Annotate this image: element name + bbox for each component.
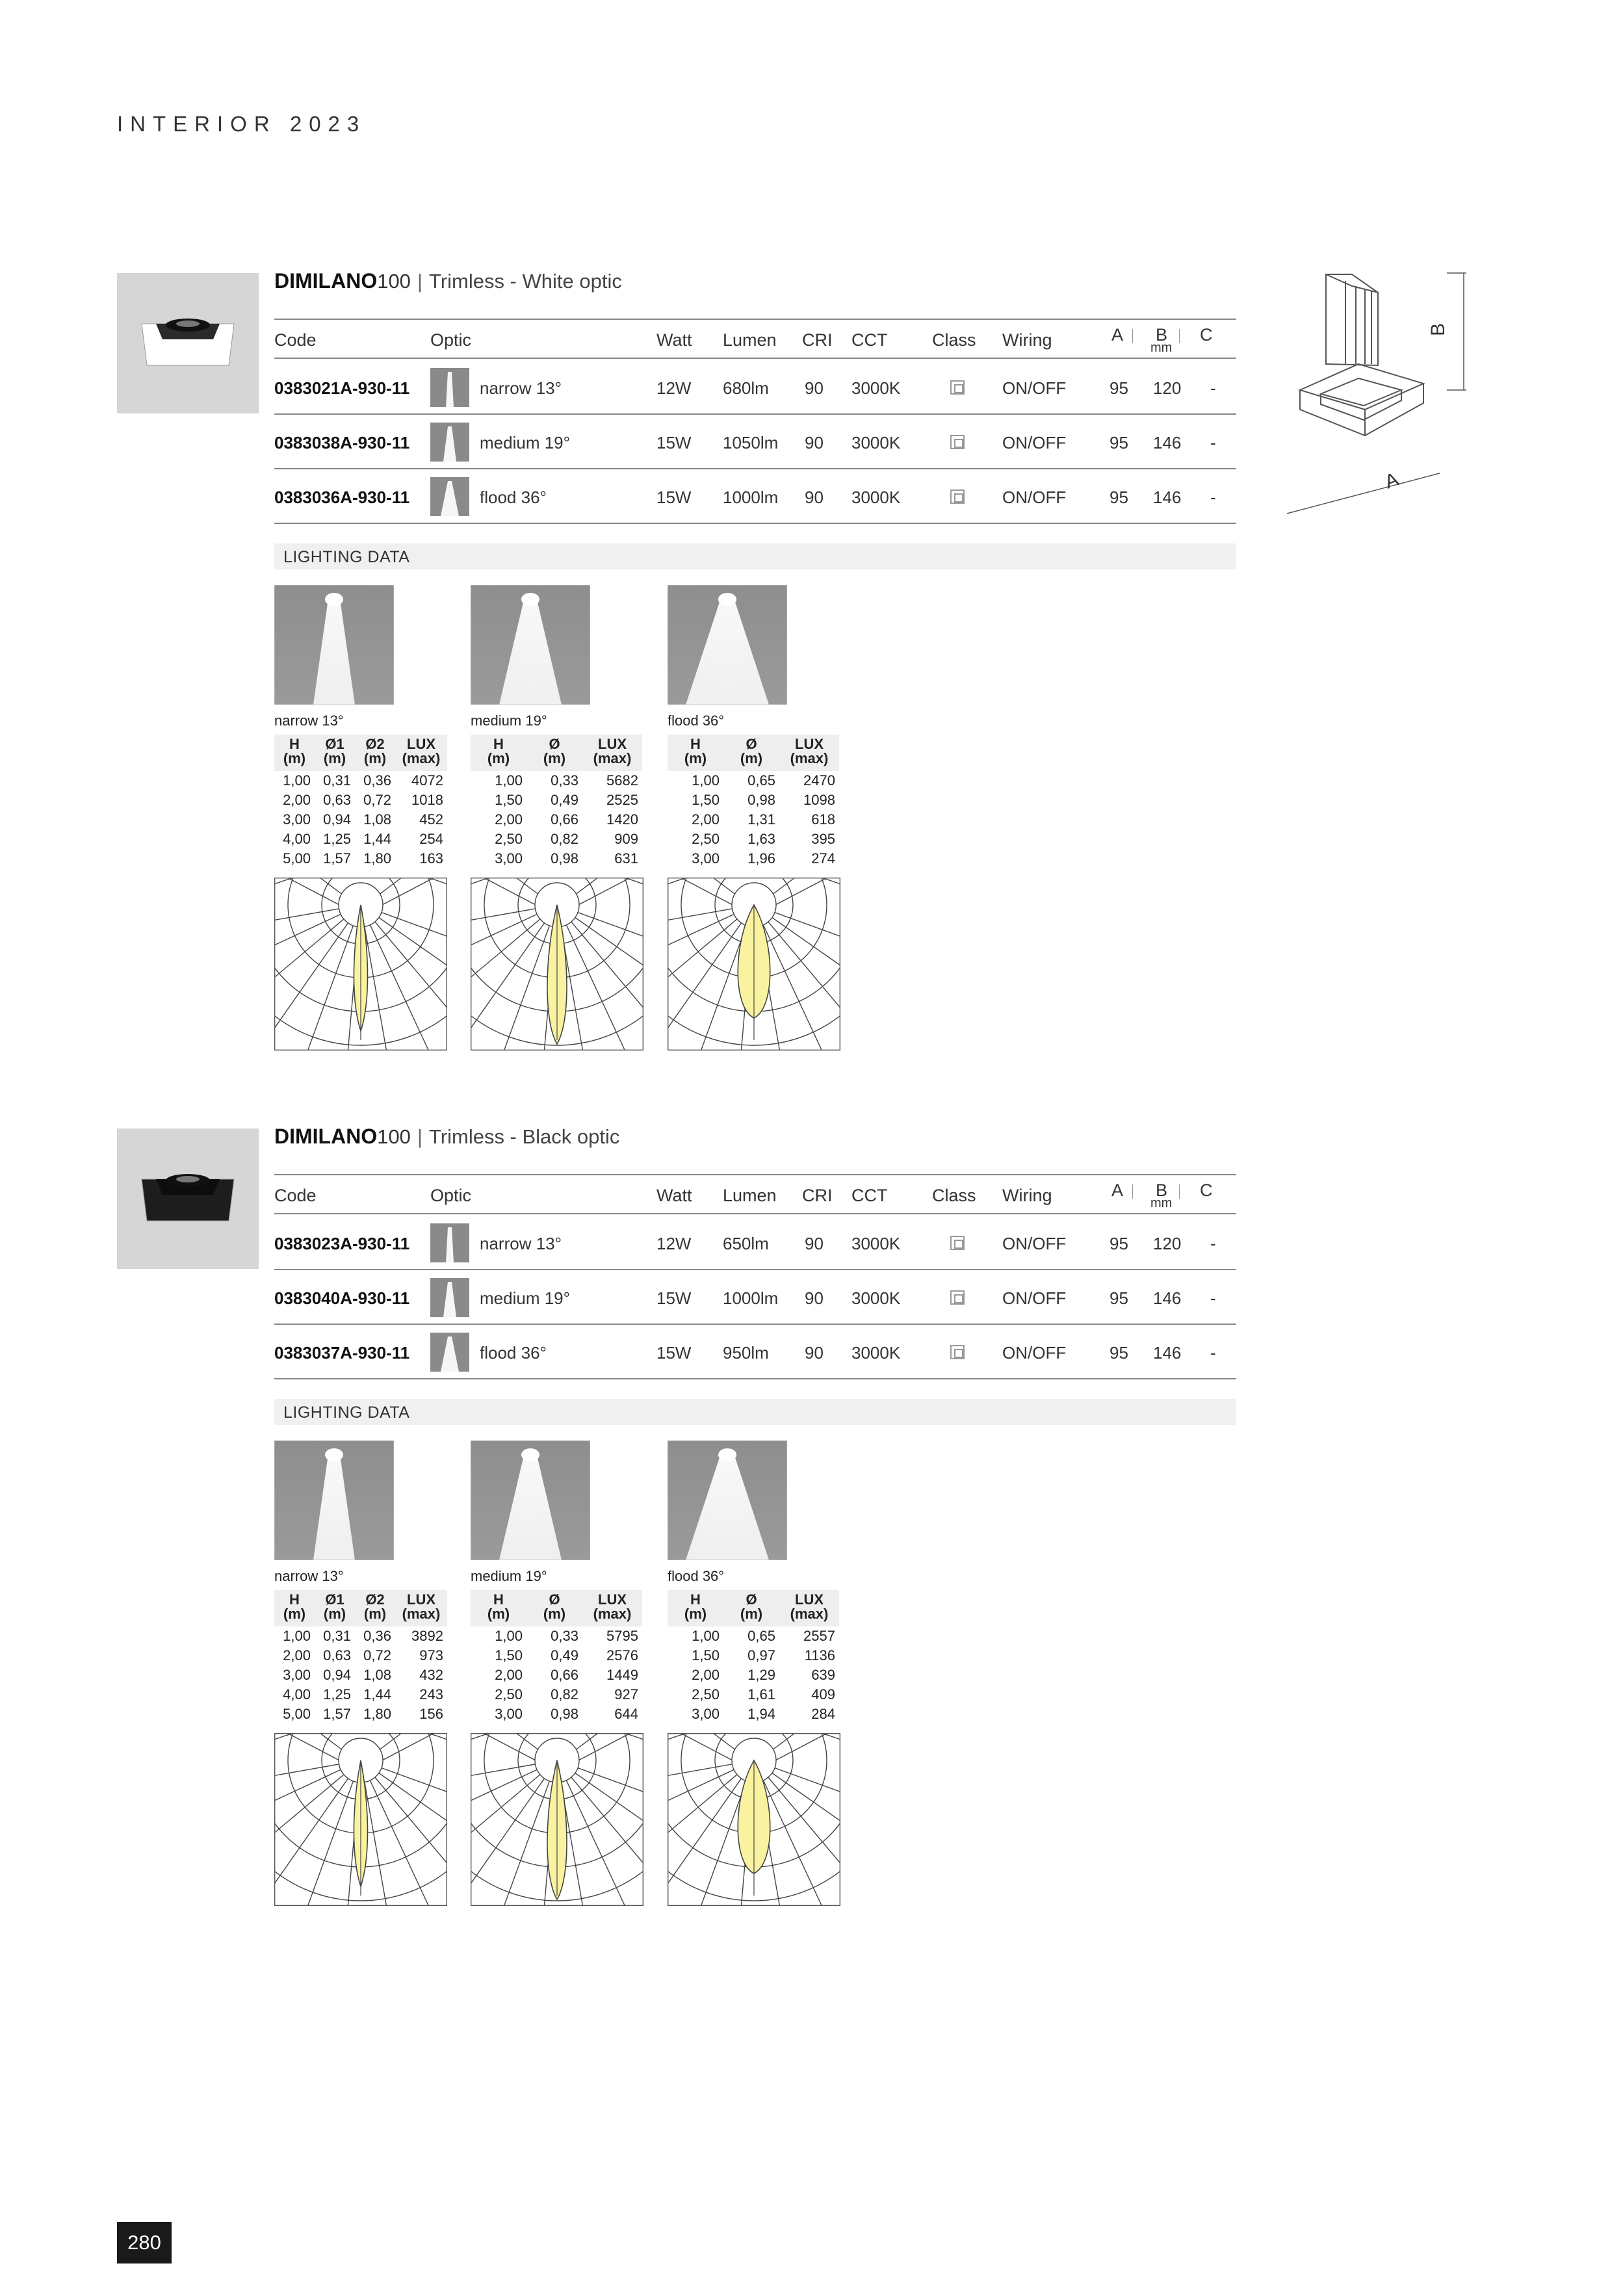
beam-photo (274, 585, 394, 705)
product-code: 0383023A-930-11 (274, 1234, 410, 1253)
lighting-data-title: LIGHTING DATA (283, 548, 410, 566)
dim-c-value: - (1210, 433, 1216, 452)
lighting-table-header: H (m) (684, 736, 707, 766)
header-cct: CCT (851, 1186, 888, 1205)
lighting-table-cell: 3,00 (283, 1667, 311, 1683)
lighting-table-cell: 0,94 (323, 1667, 351, 1683)
cri-value: 90 (805, 1343, 824, 1363)
lighting-table-cell: 432 (419, 1667, 443, 1683)
optic-label: narrow 13° (480, 378, 562, 398)
cct-value: 3000K (851, 1343, 901, 1363)
dim-b-value: 120 (1153, 1234, 1182, 1253)
beam-image (668, 1441, 787, 1560)
product-code: 0383040A-930-11 (274, 1288, 410, 1308)
product-table-header (274, 320, 1236, 359)
dim-b-value: 146 (1153, 1343, 1182, 1363)
lighting-table-cell: 2,00 (495, 811, 523, 828)
lighting-table (668, 735, 839, 865)
lighting-table-cell: 1,08 (363, 811, 391, 828)
optic-beam-icon (430, 368, 469, 407)
lighting-table-cell: 909 (614, 831, 638, 847)
beam-photo (471, 585, 590, 705)
lumen-value: 950lm (723, 1343, 769, 1363)
lumen-value: 650lm (723, 1234, 769, 1253)
lighting-table-cell: 2576 (606, 1647, 638, 1663)
lighting-table-header: LUX (max) (790, 736, 829, 766)
lighting-table-cell: 5682 (606, 772, 638, 789)
beam-photo (274, 1441, 394, 1560)
lighting-table-cell: 1,50 (692, 1647, 720, 1663)
dim-c-value: - (1210, 1234, 1216, 1253)
lighting-table-header: Ø (m) (543, 736, 566, 766)
optic-icon (430, 477, 469, 516)
lighting-table (471, 735, 642, 865)
optic-label: medium 19° (480, 433, 571, 452)
header-b: B (1156, 1181, 1168, 1200)
header-lumen: Lumen (723, 1186, 777, 1205)
lighting-table-cell: 5,00 (283, 1706, 311, 1722)
class-ii-icon (950, 1290, 965, 1305)
header-c: C (1200, 1181, 1213, 1200)
product-photo (117, 273, 259, 413)
lighting-table-cell: 395 (811, 831, 835, 847)
class-ii-icon (950, 1236, 965, 1250)
lighting-table-cell: 2,50 (692, 1686, 720, 1702)
product-code: 0383037A-930-11 (274, 1343, 410, 1363)
lighting-table-cell: 1,44 (363, 1686, 391, 1702)
lighting-table-cell: 0,66 (551, 1667, 578, 1683)
lighting-table-cell: 0,31 (323, 772, 351, 789)
optic-beam-icon (430, 1333, 469, 1372)
product-subtitle: Trimless - Black optic (429, 1125, 620, 1148)
optic-beam-icon (430, 1278, 469, 1317)
header-a: A (1111, 325, 1124, 345)
lighting-table-cell: 644 (614, 1706, 638, 1722)
lighting-table-cell: 1,50 (495, 792, 523, 808)
lighting-table-cell: 0,66 (551, 811, 578, 828)
watt-value: 12W (656, 1234, 692, 1253)
brand-size: 100 (377, 270, 411, 293)
cri-value: 90 (805, 433, 824, 452)
cri-value: 90 (805, 488, 824, 507)
lighting-data-bar (274, 1399, 1236, 1425)
lighting-table-cell: 0,65 (747, 772, 775, 789)
optic-beam-icon (430, 423, 469, 462)
lighting-table-cell: 0,98 (551, 1706, 578, 1722)
lighting-table-cell: 1,94 (747, 1706, 775, 1722)
lighting-table-cell: 1,31 (747, 811, 775, 828)
lighting-table-cell: 4,00 (283, 831, 311, 847)
watt-value: 15W (656, 433, 692, 452)
lighting-table-cell: 156 (419, 1706, 443, 1722)
lighting-table-header: H (m) (283, 736, 306, 766)
lighting-table-cell: 1,57 (323, 850, 351, 867)
header-cct: CCT (851, 330, 888, 350)
header-cri: CRI (802, 330, 833, 350)
header-c: C (1200, 325, 1213, 345)
lighting-table-cell: 2,00 (283, 1647, 311, 1663)
wiring-value: ON/OFF (1002, 433, 1067, 452)
lighting-table-cell: 1098 (803, 792, 835, 808)
lighting-table-header: Ø (m) (543, 1591, 566, 1622)
lighting-table-cell: 243 (419, 1686, 443, 1702)
product-row (274, 1270, 1236, 1325)
lighting-table-cell: 1,25 (323, 1686, 351, 1702)
lighting-table-cell: 0,31 (323, 1628, 351, 1644)
beam-image (471, 585, 590, 705)
product-row (274, 1325, 1236, 1379)
lighting-table-cell: 1,61 (747, 1686, 775, 1702)
polar-diagram (668, 1733, 840, 1906)
product-title (274, 269, 622, 293)
lighting-table-cell: 1,50 (692, 792, 720, 808)
lumen-value: 1000lm (723, 1288, 779, 1308)
optic-icon (430, 1223, 469, 1262)
header-optic: Optic (430, 1186, 472, 1205)
header-a: A (1111, 1181, 1124, 1200)
dim-a-value: 95 (1110, 378, 1128, 398)
lighting-table-cell: 0,63 (323, 792, 351, 808)
header-cri: CRI (802, 1186, 833, 1205)
lighting-table-cell: 3,00 (495, 1706, 523, 1722)
lighting-table-header: Ø2 (m) (363, 1591, 387, 1622)
watt-value: 15W (656, 1288, 692, 1308)
brand-name: DIMILANO (274, 1125, 378, 1148)
product-code: 0383021A-930-11 (274, 378, 410, 398)
lumen-value: 1050lm (723, 433, 779, 452)
lighting-table-cell: 1449 (606, 1667, 638, 1683)
lighting-table-cell: 3,00 (495, 850, 523, 867)
lighting-table-cell: 1,44 (363, 831, 391, 847)
lighting-table-header: H (m) (487, 736, 510, 766)
lighting-table-cell: 2525 (606, 792, 638, 808)
catalog-header: INTERIOR 2023 (117, 112, 367, 136)
header-code: Code (274, 330, 317, 350)
lighting-data-bar (274, 543, 1236, 569)
lighting-table (274, 1590, 447, 1720)
header-b: B (1156, 325, 1168, 345)
dim-c-value: - (1210, 1288, 1216, 1308)
beam-label: flood 36° (668, 712, 725, 729)
dim-c-value: - (1210, 488, 1216, 507)
lighting-table-cell: 452 (419, 811, 443, 828)
wiring-value: ON/OFF (1002, 378, 1067, 398)
lighting-table-cell: 1,00 (692, 1628, 720, 1644)
lighting-table-cell: 2,00 (692, 811, 720, 828)
product-row (274, 415, 1236, 469)
lighting-table-cell: 1420 (606, 811, 638, 828)
lighting-table-cell: 4072 (411, 772, 443, 789)
lighting-table-cell: 1,96 (747, 850, 775, 867)
header-class: Class (932, 1186, 976, 1205)
lighting-table-cell: 254 (419, 831, 443, 847)
lighting-table-cell: 618 (811, 811, 835, 828)
cri-value: 90 (805, 378, 824, 398)
beam-image (668, 585, 787, 705)
watt-value: 15W (656, 1343, 692, 1363)
class-ii-icon (950, 1345, 965, 1359)
lighting-table-header: Ø (m) (740, 736, 763, 766)
beam-photo (668, 585, 787, 705)
lighting-table-cell: 1018 (411, 792, 443, 808)
polar-diagram (274, 1733, 447, 1906)
lighting-table-cell: 2470 (803, 772, 835, 789)
product-photo-icon (117, 273, 259, 413)
brand-size: 100 (377, 1125, 411, 1148)
optic-label: medium 19° (480, 1288, 571, 1308)
cct-value: 3000K (851, 488, 901, 507)
lighting-table-header: LUX (max) (593, 1591, 632, 1622)
optic-icon (430, 423, 469, 462)
product-section-black (0, 855, 1623, 1722)
lighting-table-header: LUX (max) (402, 736, 441, 766)
lighting-table-cell: 3,00 (283, 811, 311, 828)
lighting-table-cell: 3892 (411, 1628, 443, 1644)
lighting-table-cell: 0,49 (551, 792, 578, 808)
lighting-table-cell: 1,25 (323, 831, 351, 847)
lighting-table-header: LUX (max) (402, 1591, 441, 1622)
lighting-table-header: Ø2 (m) (363, 736, 387, 766)
lighting-table-cell: 2,00 (495, 1667, 523, 1683)
lighting-table-cell: 0,65 (747, 1628, 775, 1644)
header-lumen: Lumen (723, 330, 777, 350)
lighting-table-header: H (m) (684, 1591, 707, 1622)
lighting-table-cell: 631 (614, 850, 638, 867)
watt-value: 15W (656, 488, 692, 507)
lighting-table-cell: 0,63 (323, 1647, 351, 1663)
polar-curve (668, 1733, 840, 1906)
header-unit: mm (1150, 341, 1173, 355)
lighting-table-cell: 1,08 (363, 1667, 391, 1683)
header-wiring: Wiring (1002, 330, 1052, 350)
brand-name: DIMILANO (274, 269, 378, 293)
lighting-table-cell: 1,29 (747, 1667, 775, 1683)
lighting-table-cell: 163 (419, 850, 443, 867)
polar-curve (471, 1733, 643, 1906)
dim-b-value: 120 (1153, 378, 1182, 398)
lighting-table-cell: 639 (811, 1667, 835, 1683)
wiring-value: ON/OFF (1002, 1288, 1067, 1308)
lighting-table-header: Ø (m) (740, 1591, 763, 1622)
product-code: 0383038A-930-11 (274, 433, 410, 452)
lighting-table-cell: 2,50 (495, 831, 523, 847)
polar-curve (274, 1733, 447, 1906)
product-row (274, 1216, 1236, 1270)
class-ii-icon (950, 380, 965, 395)
lighting-table-header: H (m) (487, 1591, 510, 1622)
lighting-table-header: LUX (max) (593, 736, 632, 766)
lighting-table-cell: 3,00 (692, 850, 720, 867)
dim-b-value: 146 (1153, 488, 1182, 507)
beam-image (471, 1441, 590, 1560)
dim-b-value: 146 (1153, 433, 1182, 452)
lighting-table-cell: 0,72 (363, 1647, 391, 1663)
lighting-table-cell: 0,49 (551, 1647, 578, 1663)
optic-label: flood 36° (480, 1343, 547, 1363)
lighting-table-cell: 1,50 (495, 1647, 523, 1663)
cct-value: 3000K (851, 378, 901, 398)
dim-a-value: 95 (1110, 488, 1128, 507)
wiring-value: ON/OFF (1002, 1234, 1067, 1253)
lighting-table-cell: 3,00 (692, 1706, 720, 1722)
beam-image (274, 1441, 394, 1560)
beam-label: narrow 13° (274, 1568, 344, 1584)
optic-icon (430, 1278, 469, 1317)
product-code: 0383036A-930-11 (274, 488, 410, 507)
optic-label: narrow 13° (480, 1234, 562, 1253)
lighting-table-cell: 973 (419, 1647, 443, 1663)
header-optic: Optic (430, 330, 472, 350)
header-code: Code (274, 1186, 317, 1205)
lighting-table-cell: 0,98 (551, 850, 578, 867)
product-row (274, 469, 1236, 524)
dim-c-value: - (1210, 1343, 1216, 1363)
lighting-table-cell: 0,36 (363, 772, 391, 789)
beam-label: medium 19° (471, 1568, 547, 1584)
lighting-table-cell: 1,80 (363, 850, 391, 867)
header-watt: Watt (656, 330, 692, 350)
class-ii-icon (950, 435, 965, 449)
lighting-table-header: LUX (max) (790, 1591, 829, 1622)
lighting-table-cell: 284 (811, 1706, 835, 1722)
class-ii-icon (950, 489, 965, 504)
lighting-table-cell: 1,00 (692, 772, 720, 789)
title-separator: | (417, 270, 422, 293)
lighting-table-cell: 274 (811, 850, 835, 867)
lighting-table-cell: 0,82 (551, 831, 578, 847)
lighting-table-cell: 2,50 (495, 1686, 523, 1702)
product-section-white (0, 0, 1623, 867)
cct-value: 3000K (851, 1288, 901, 1308)
product-photo (117, 1128, 259, 1269)
dim-a-value: 95 (1110, 1343, 1128, 1363)
lighting-table (668, 1590, 839, 1720)
header-watt: Watt (656, 1186, 692, 1205)
beam-label: narrow 13° (274, 712, 344, 729)
wiring-value: ON/OFF (1002, 1343, 1067, 1363)
optic-beam-icon (430, 1223, 469, 1262)
wiring-value: ON/OFF (1002, 488, 1067, 507)
lighting-table-cell: 4,00 (283, 1686, 311, 1702)
cri-value: 90 (805, 1234, 824, 1253)
lighting-table-cell: 1,00 (283, 772, 311, 789)
lighting-table (274, 735, 447, 865)
header-wiring: Wiring (1002, 1186, 1052, 1205)
lighting-table-cell: 409 (811, 1686, 835, 1702)
lighting-table-header: Ø1 (m) (323, 736, 346, 766)
lighting-table (471, 1590, 642, 1720)
header-class: Class (932, 330, 976, 350)
lighting-table-cell: 2,00 (283, 792, 311, 808)
dimension-a-label: A (1382, 468, 1402, 493)
lighting-table-cell: 1,00 (495, 772, 523, 789)
beam-label: medium 19° (471, 712, 547, 729)
beam-photo (471, 1441, 590, 1560)
header-unit: mm (1150, 1196, 1173, 1210)
dim-b-value: 146 (1153, 1288, 1182, 1308)
dim-a-value: 95 (1110, 1234, 1128, 1253)
title-separator: | (417, 1125, 422, 1148)
lighting-table-cell: 0,82 (551, 1686, 578, 1702)
dim-a-value: 95 (1110, 433, 1128, 452)
dim-c-value: - (1210, 378, 1216, 398)
lighting-table-header: H (m) (283, 1591, 306, 1622)
cri-value: 90 (805, 1288, 824, 1308)
lighting-table-cell: 2,50 (692, 831, 720, 847)
beam-image (274, 585, 394, 705)
product-subtitle: Trimless - White optic (429, 270, 622, 293)
lighting-table-cell: 1,80 (363, 1706, 391, 1722)
beam-label: flood 36° (668, 1568, 725, 1584)
lighting-table-header: Ø1 (m) (323, 1591, 346, 1622)
lighting-table-cell: 5,00 (283, 850, 311, 867)
lighting-table-cell: 0,98 (747, 792, 775, 808)
product-row (274, 360, 1236, 415)
optic-label: flood 36° (480, 488, 547, 507)
cct-value: 3000K (851, 433, 901, 452)
product-photo-icon (117, 1128, 259, 1269)
dim-a-value: 95 (1110, 1288, 1128, 1308)
lumen-value: 1000lm (723, 488, 779, 507)
lighting-table-cell: 5795 (606, 1628, 638, 1644)
lighting-table-cell: 1,00 (283, 1628, 311, 1644)
product-table-header (274, 1175, 1236, 1214)
cct-value: 3000K (851, 1234, 901, 1253)
dimension-b-label: B (1427, 322, 1449, 336)
lighting-table-cell: 0,33 (551, 772, 578, 789)
product-title (274, 1125, 619, 1149)
optic-icon (430, 1333, 469, 1372)
lighting-table-cell: 927 (614, 1686, 638, 1702)
lighting-table-cell: 1,00 (495, 1628, 523, 1644)
lighting-table-cell: 1,57 (323, 1706, 351, 1722)
optic-beam-icon (430, 477, 469, 516)
beam-photo (668, 1441, 787, 1560)
lumen-value: 680lm (723, 378, 769, 398)
page-number: 280 (117, 2222, 172, 2263)
lighting-table-cell: 0,33 (551, 1628, 578, 1644)
lighting-table-cell: 1136 (804, 1647, 835, 1663)
lighting-table-cell: 2557 (803, 1628, 835, 1644)
watt-value: 12W (656, 378, 692, 398)
lighting-table-cell: 2,00 (692, 1667, 720, 1683)
lighting-table-cell: 0,72 (363, 792, 391, 808)
polar-diagram (471, 1733, 643, 1906)
lighting-table-cell: 0,97 (747, 1647, 775, 1663)
lighting-table-cell: 0,36 (363, 1628, 391, 1644)
lighting-table-cell: 0,94 (323, 811, 351, 828)
optic-icon (430, 368, 469, 407)
lighting-table-cell: 1,63 (747, 831, 775, 847)
lighting-data-title: LIGHTING DATA (283, 1403, 410, 1422)
